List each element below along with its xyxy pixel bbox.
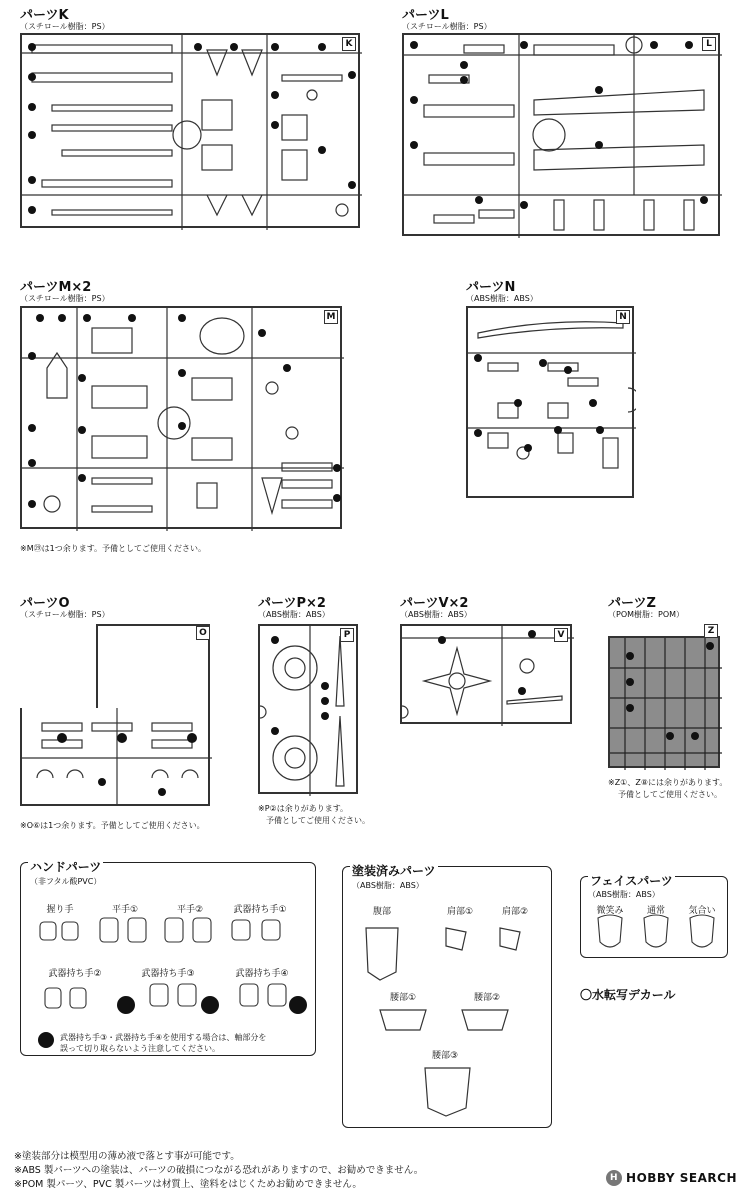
parts-l-drawing xyxy=(404,35,722,238)
parts-o-runner-top xyxy=(96,624,210,709)
parts-z-note-2: 予備としてご使用ください。 xyxy=(618,790,722,799)
parts-l-letter: L xyxy=(702,37,716,51)
footer-note-3: ※POM 製パーツ、PVC 製パーツは材質上、塗料をはじくためお勧めできません。 xyxy=(14,1179,362,1190)
parts-v-title: パーツV×2 xyxy=(400,596,469,611)
painted-parts-material: （ABS樹脂：ABS） xyxy=(352,881,424,890)
parts-m-title: パーツM×2 xyxy=(20,280,92,295)
parts-z-note-1: ※Z①、Z⑧には余りがあります。 xyxy=(608,778,728,787)
painted-label-waist-3: 腰部③ xyxy=(431,1051,459,1061)
parts-k-drawing xyxy=(22,35,362,230)
parts-v-drawing xyxy=(402,626,574,726)
parts-k-title: パーツK xyxy=(20,8,69,23)
hand-warning-line-2: 誤って切り取らないよう注意してください。 xyxy=(60,1044,220,1053)
hand-label-weapon-2: 武器持ち手② xyxy=(48,969,102,979)
parts-p-letter: P xyxy=(340,628,354,642)
face-label-smile: 微笑み xyxy=(596,906,624,916)
painted-label-waist-1: 腰部① xyxy=(389,993,417,1003)
hand-label-weapon-1: 武器持ち手① xyxy=(233,905,287,915)
parts-m-runner xyxy=(20,306,342,529)
parts-l-material: （スチロール樹脂：PS） xyxy=(402,22,492,31)
parts-z-runner xyxy=(608,636,720,768)
face-label-determined: 気合い xyxy=(688,906,716,916)
parts-p-material: （ABS樹脂：ABS） xyxy=(258,610,330,619)
painted-label-shoulder-2: 肩部② xyxy=(501,907,529,917)
parts-m-drawing xyxy=(22,308,344,531)
parts-z-letter: Z xyxy=(704,624,718,638)
parts-k-runner xyxy=(20,33,360,228)
parts-z-material: （POM樹脂：POM） xyxy=(608,610,685,619)
face-parts-material: （ABS樹脂：ABS） xyxy=(588,890,660,899)
parts-p-runner xyxy=(258,624,358,794)
hand-label-flat-1: 平手① xyxy=(111,905,139,915)
parts-o-runner xyxy=(20,708,210,806)
hand-parts-title: ハンドパーツ xyxy=(30,860,102,874)
parts-l-runner xyxy=(402,33,720,236)
parts-n-runner xyxy=(466,306,634,498)
parts-p-title: パーツP×2 xyxy=(258,596,326,611)
parts-o-title: パーツO xyxy=(20,596,70,611)
parts-n-letter: N xyxy=(616,310,630,324)
hand-label-grip: 握り手 xyxy=(46,905,74,915)
hand-label-flat-2: 平手② xyxy=(176,905,204,915)
parts-n-drawing xyxy=(468,308,636,500)
hand-label-weapon-3: 武器持ち手③ xyxy=(141,969,195,979)
parts-v-material: （ABS樹脂：ABS） xyxy=(400,610,472,619)
parts-o-note: ※O⑥は1つ余ります。予備としてご使用ください。 xyxy=(20,821,205,830)
parts-n-material: （ABS樹脂：ABS） xyxy=(466,294,538,303)
parts-m-material: （スチロール樹脂：PS） xyxy=(20,294,110,303)
parts-k-material: （スチロール樹脂：PS） xyxy=(20,22,110,31)
parts-p-drawing xyxy=(260,626,360,796)
parts-v-runner xyxy=(400,624,572,724)
parts-z-drawing xyxy=(610,638,722,770)
footer-note-2: ※ABS 製パーツへの塗装は、パーツの破損につながる恐れがありますので、お勧めできません。 xyxy=(14,1165,424,1176)
parts-l-title: パーツL xyxy=(402,8,449,23)
parts-k-letter: K xyxy=(342,37,356,51)
hand-label-weapon-4: 武器持ち手④ xyxy=(235,969,289,979)
painted-label-waist-2: 腰部② xyxy=(473,993,501,1003)
parts-o-material: （スチロール樹脂：PS） xyxy=(20,610,110,619)
hand-parts-material: （非フタル酸PVC） xyxy=(30,877,102,886)
parts-p-note-2: 予備としてご使用ください。 xyxy=(266,816,370,825)
footer-note-1: ※塗装部分は模型用の薄め液で落とす事が可能です。 xyxy=(14,1151,240,1162)
painted-parts-title: 塗装済みパーツ xyxy=(352,864,436,878)
parts-n-title: パーツN xyxy=(466,280,516,295)
parts-m-note: ※M㉙は1つ余ります。予備としてご使用ください。 xyxy=(20,544,207,553)
hand-parts-panel xyxy=(20,862,316,1056)
painted-label-shoulder-1: 肩部① xyxy=(446,907,474,917)
parts-m-letter: M xyxy=(324,310,338,324)
painted-label-abdomen: 腹部 xyxy=(372,907,391,917)
parts-o-letter: O xyxy=(196,626,210,640)
water-slide-decal: 〇水転写デカール xyxy=(580,988,676,1002)
hobby-search-logo xyxy=(606,1170,737,1186)
parts-p-note-1: ※P②は余りがあります。 xyxy=(258,804,349,813)
parts-z-title: パーツZ xyxy=(608,596,656,611)
parts-o-drawing xyxy=(22,708,212,806)
hobby-search-logo-text: HOBBY SEARCH xyxy=(626,1171,737,1185)
face-label-normal: 通常 xyxy=(646,906,665,916)
face-parts-title: フェイスパーツ xyxy=(590,874,673,888)
hobby-search-logo-icon: H xyxy=(606,1170,622,1186)
hand-warning-line-1: 武器持ち手③・武器持ち手④を使用する場合は、軸部分を xyxy=(60,1033,267,1042)
parts-v-letter: V xyxy=(554,628,568,642)
